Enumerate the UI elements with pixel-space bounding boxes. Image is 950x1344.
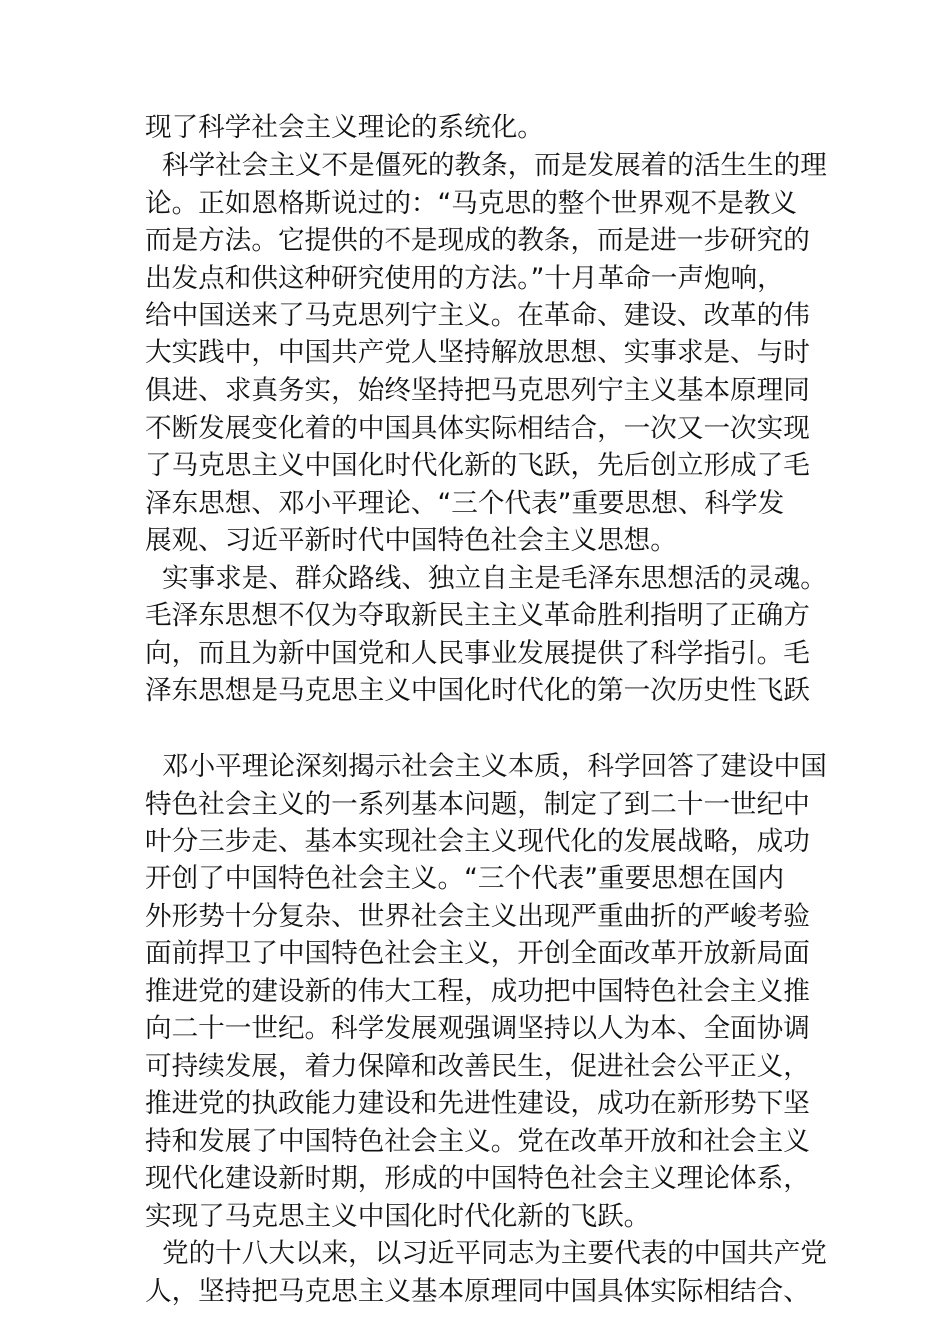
text-line: 俱进、求真务实，始终坚持把马克思列宁主义基本原理同: [145, 375, 810, 406]
text-line: 叶分三步走、基本实现社会主义现代化的发展战略，成功: [145, 826, 810, 857]
text-line: 毛泽东思想不仅为夺取新民主主义革命胜利指明了正确方: [145, 600, 810, 631]
text-line: 实事求是、群众路线、独立自主是毛泽东思想活的灵魂。: [162, 563, 827, 594]
text-line: 面前捍卫了中国特色社会主义，开创全面改革开放新局面: [145, 938, 810, 969]
text-line: 党的十八大以来，以习近平同志为主要代表的中国共产党: [162, 1238, 827, 1269]
text-line: 科学社会主义不是僵死的教条，而是发展着的活生生的理: [162, 150, 827, 181]
text-line: 泽东思想是马克思主义中国化时代化的第一次历史性飞跃: [145, 675, 810, 706]
text-line: 实现了马克思主义中国化时代化新的飞跃。: [145, 1201, 651, 1232]
text-line: 而是方法。它提供的不是现成的教条，而是进一步研究的: [145, 225, 810, 256]
text-line: 展观、习近平新时代中国特色社会主义思想。: [145, 525, 677, 556]
text-line: 出发点和供这种研究使用的方法。”十月革命一声炮响，: [145, 263, 784, 294]
text-line: 邓小平理论深刻揭示社会主义本质，科学回答了建设中国: [162, 751, 827, 782]
text-line: 可持续发展，着力保障和改善民生，促进社会公平正义，: [145, 1051, 810, 1082]
text-line: 现代化建设新时期，形成的中国特色社会主义理论体系，: [145, 1163, 810, 1194]
text-line: 特色社会主义的一系列基本问题，制定了到二十一世纪中: [145, 789, 810, 820]
text-line: 持和发展了中国特色社会主义。党在改革开放和社会主义: [145, 1126, 810, 1157]
text-line: 向二十一世纪。科学发展观强调坚持以人为本、全面协调: [145, 1013, 810, 1044]
text-line: 给中国送来了马克思列宁主义。在革命、建设、改革的伟: [145, 300, 810, 331]
text-line: 外形势十分复杂、世界社会主义出现严重曲折的严峻考验: [145, 901, 810, 932]
text-line: 大实践中，中国共产党人坚持解放思想、实事求是、与时: [145, 337, 810, 368]
text-line: 推进党的执政能力建设和先进性建设，成功在新形势下坚: [145, 1088, 810, 1119]
text-line: 现了科学社会主义理论的系统化。: [145, 112, 544, 143]
text-line: 向，而且为新中国党和人民事业发展提供了科学指引。毛: [145, 638, 810, 669]
text-line: 泽东思想、邓小平理论、“三个代表”重要思想、科学发: [145, 488, 785, 519]
text-line: 了马克思主义中国化时代化新的飞跃，先后创立形成了毛: [145, 450, 810, 481]
text-line: 论。正如恩格斯说过的：“马克思的整个世界观不是教义: [145, 188, 798, 219]
text-line: 人，坚持把马克思主义基本原理同中国具体实际相结合、: [145, 1276, 810, 1307]
text-line: 推进党的建设新的伟大工程，成功把中国特色社会主义推: [145, 976, 810, 1007]
text-line: 不断发展变化着的中国具体实际相结合，一次又一次实现: [145, 413, 810, 444]
text-line: 开创了中国特色社会主义。“三个代表”重要思想在国内: [145, 863, 785, 894]
